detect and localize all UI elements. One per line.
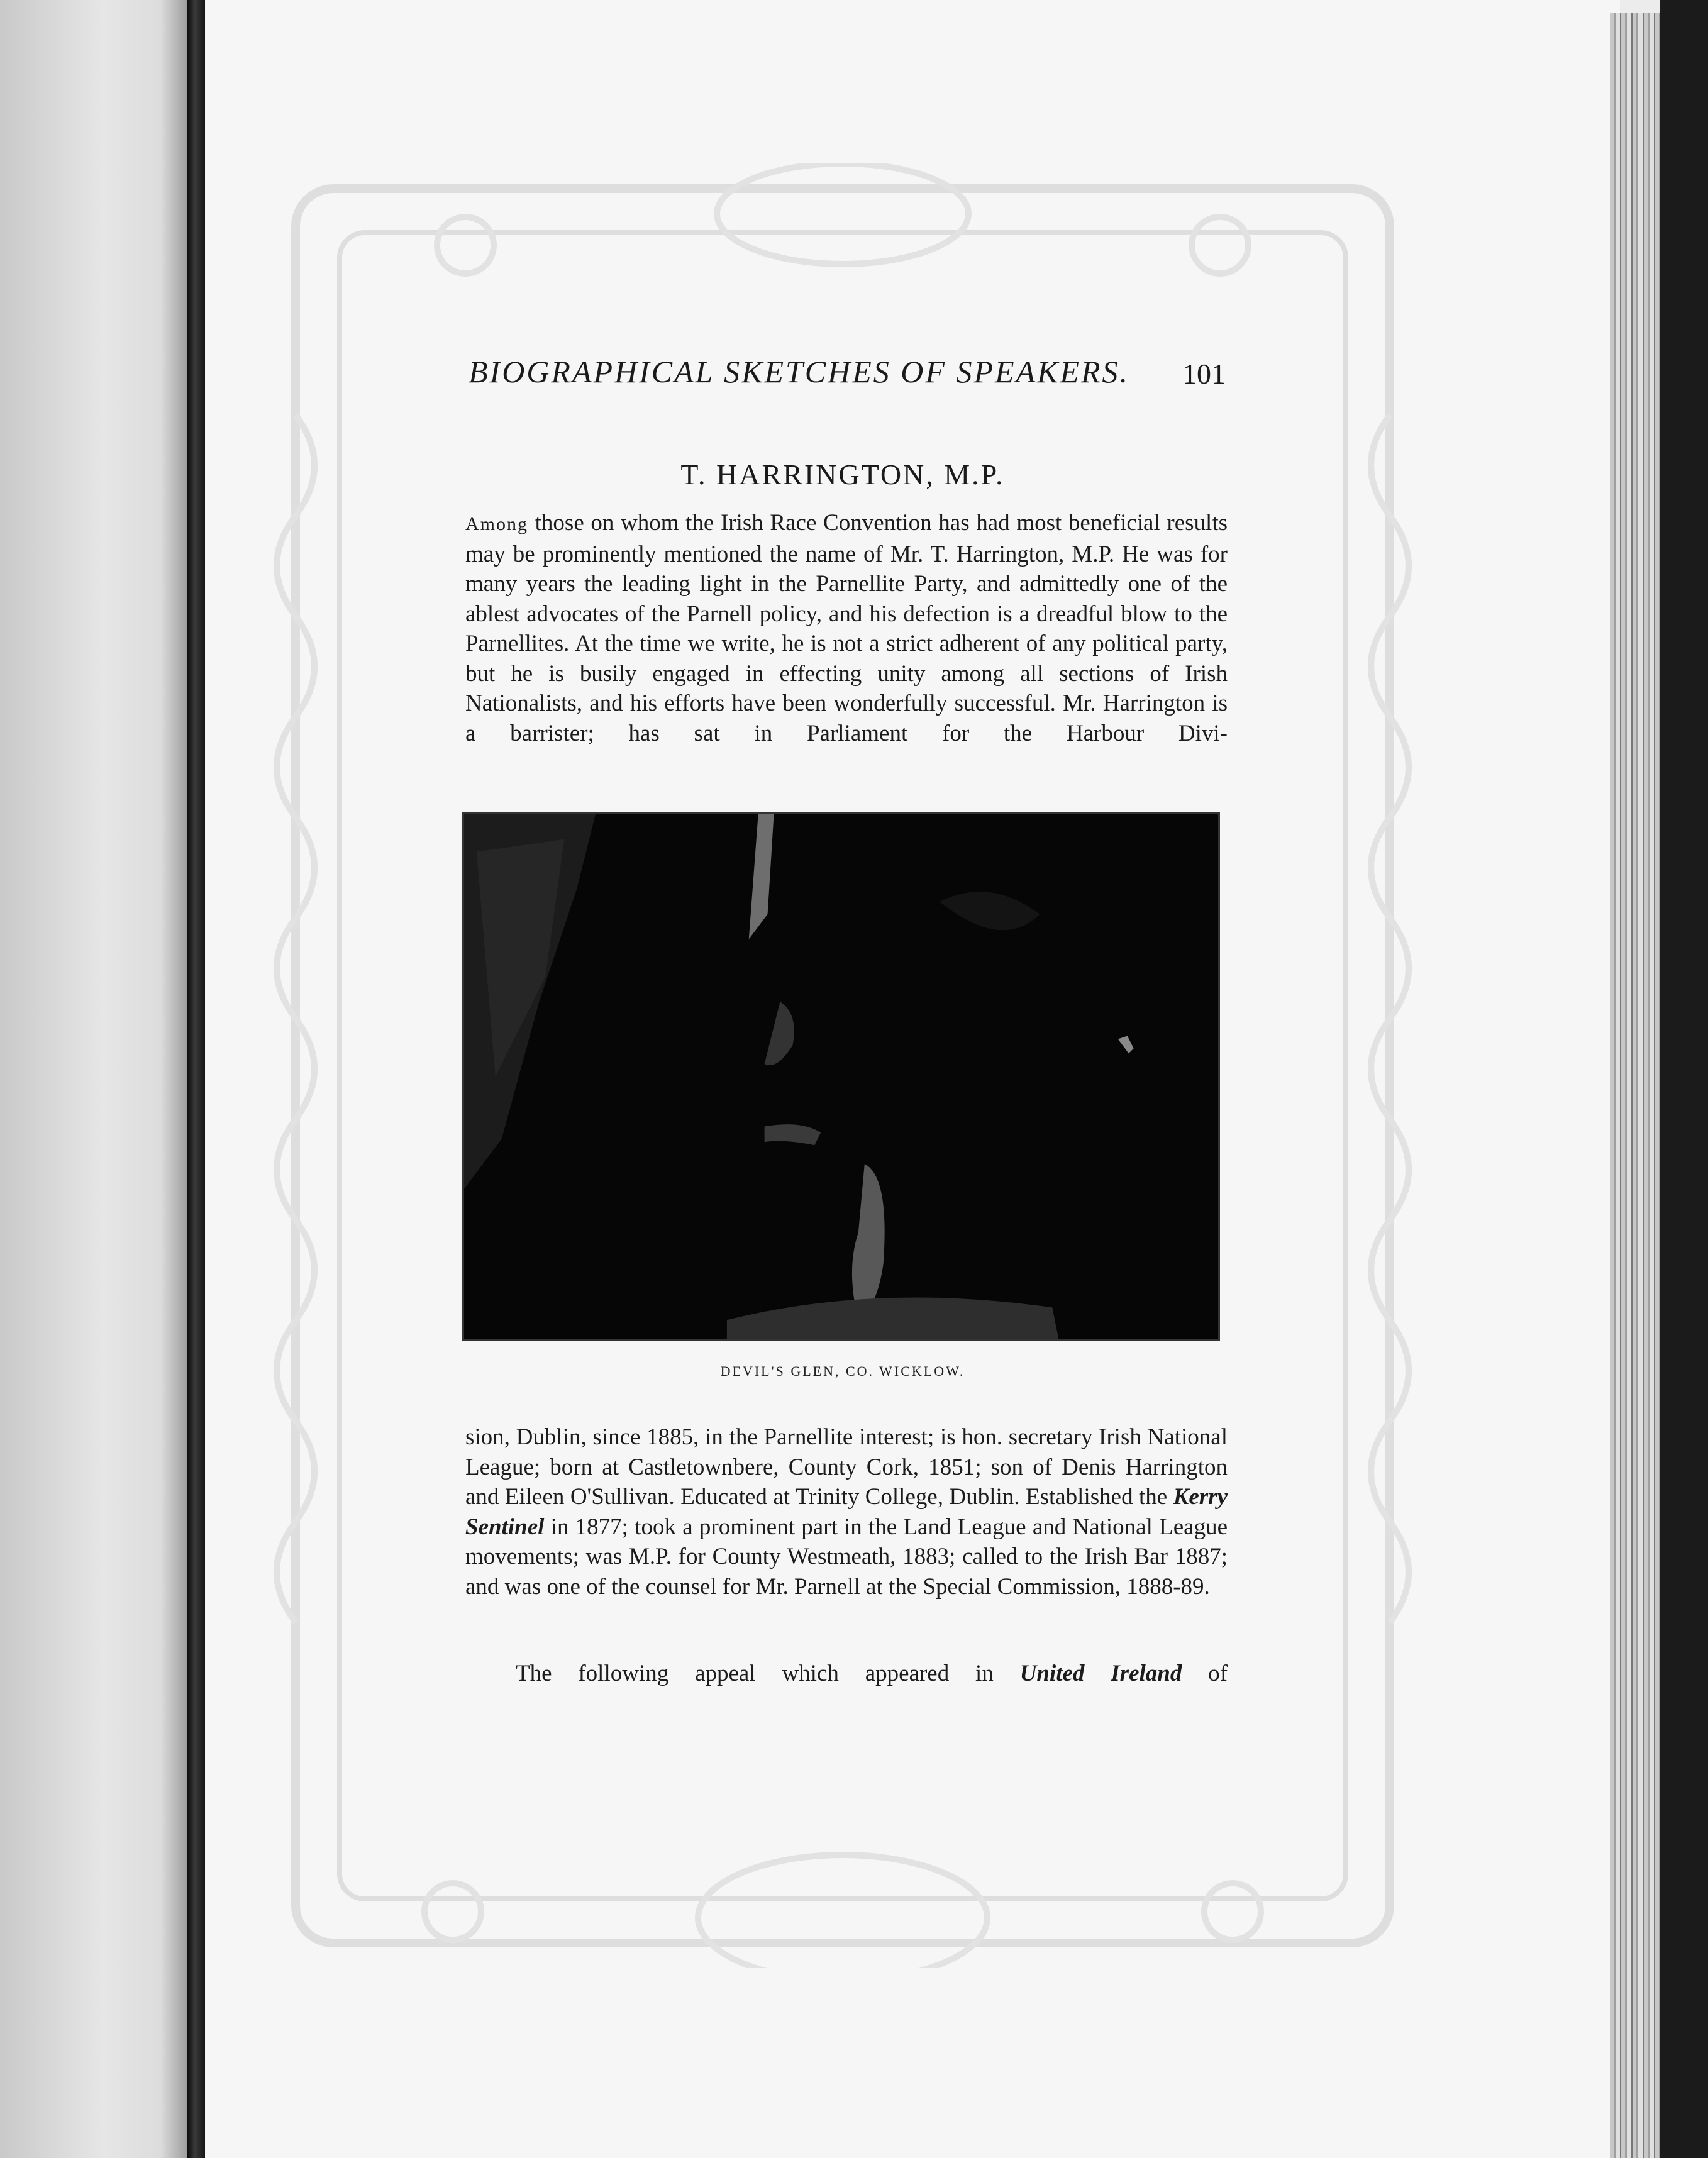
paragraph-appeal [465,1659,1228,1689]
photo-devils-glen [462,812,1220,1341]
appeal-text-a: The following appeal which appeared in [516,1661,1020,1686]
section-title: T. HARRINGTON, M.P. [680,458,1005,490]
running-head: BIOGRAPHICAL SKETCHES OF SPEAKERS. [469,354,1129,389]
bio-text-a: sion, Dublin, since 1885, in the Parnellite interest; is hon. secretary Irish National League; born at Castletownbere, County Cork, 1851; son of Denis Harrington and Eileen O'Sullivan. Educated at Trinity College, Dublin. Established the [465,1424,1228,1510]
appeal-text-b: of [1182,1661,1228,1686]
paragraph-intro [465,508,1228,748]
photo-caption: DEVIL'S GLEN, CO. WICKLOW. [720,1363,965,1379]
photo-image [464,814,1218,1339]
scanner-edge [1660,0,1708,2158]
bio-text-b: in 1877; took a prominent part in the Land League and National League movements; was M.P. for County Westmeath, 1883; called to the Irish Bar 1887; and was one of the counsel for Mr. Parnell at the Special Commission, 1888-89. [465,1513,1228,1600]
newspaper-title: Kerry Sentinel [465,1484,1228,1540]
lead-word: Among [465,514,528,534]
left-facing-page [0,0,189,2158]
book-gutter [187,0,206,2158]
page-number: 101 [1182,358,1226,390]
paragraph-intro-text: those on whom the Irish Race Convention has had most beneficial results may be prominently mentioned the name of Mr. T. Harrington, M.P. He was for many years the leading light in the Parnellite Party, and admittedly one of the ablest advocates of the Parnell policy, and his defection is a dreadful blow to the Parnellites. At the time we write, he is not a strict adherent of any political party, but he is busily engaged in effecting unity among all sections of Irish Nationalists, and his efforts have been wonderfully successful. Mr. Harrington is a barrister; has sat in Parliament for the Harbour Divi- [465,510,1228,746]
paragraph-biography [465,1422,1228,1602]
newspaper-title-2: United Ireland [1019,1661,1182,1686]
